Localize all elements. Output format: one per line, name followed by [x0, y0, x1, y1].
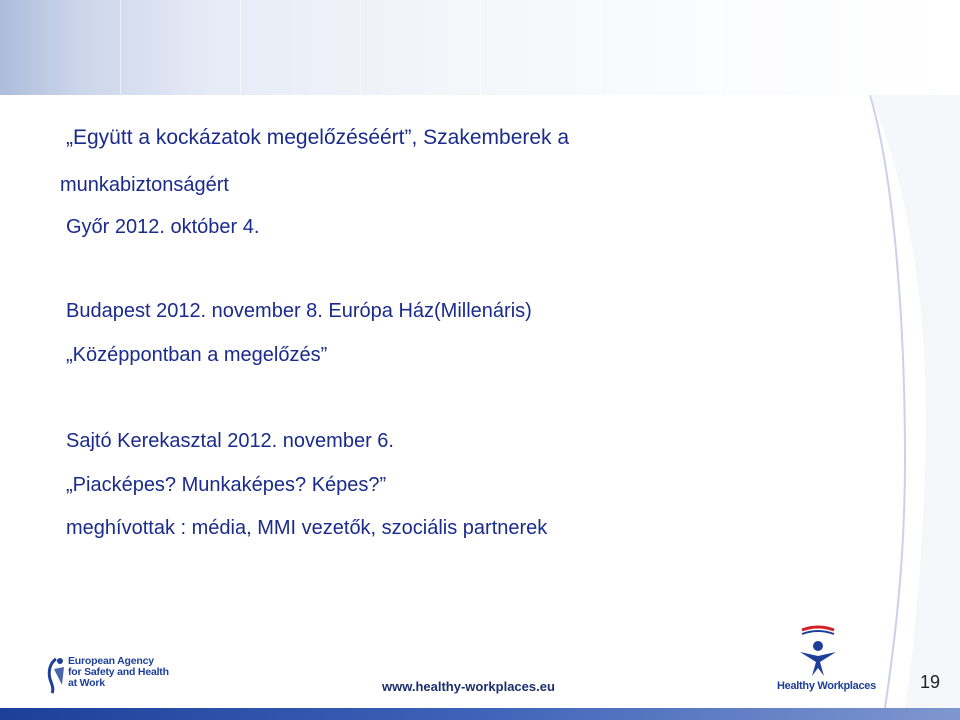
agency-name-line-1: European Agency	[68, 655, 154, 667]
budapest-event-title: „Középpontban a megelőzés”	[66, 344, 328, 366]
event-title-line-2: munkabiztonságért	[60, 174, 229, 196]
event-title-line-1: „Együtt a kockázatok megelőzéséért”, Szakemberek a	[66, 126, 570, 149]
invitees-line: meghívottak : média, MMI vezetők, szociális partnerek	[66, 517, 548, 539]
press-roundtable-title: „Piacképes? Munkaképes? Képes?”	[66, 474, 387, 496]
agency-name-line-3: at Work	[68, 677, 105, 689]
gyor-event-date: Győr 2012. október 4.	[66, 216, 260, 238]
agency-name-line-2: for Safety and Health	[68, 666, 169, 678]
page-number: 19	[920, 672, 941, 692]
campaign-logo-text: Healthy Workplaces	[777, 680, 876, 692]
press-roundtable: Sajtó Kerekasztal 2012. november 6.	[66, 430, 394, 452]
footer-bar	[0, 708, 960, 720]
budapest-event: Budapest 2012. november 8. Európa Ház(Millenáris)	[66, 300, 532, 322]
website-link[interactable]: www.healthy-workplaces.eu	[382, 679, 555, 694]
agency-logo-text	[68, 656, 169, 689]
